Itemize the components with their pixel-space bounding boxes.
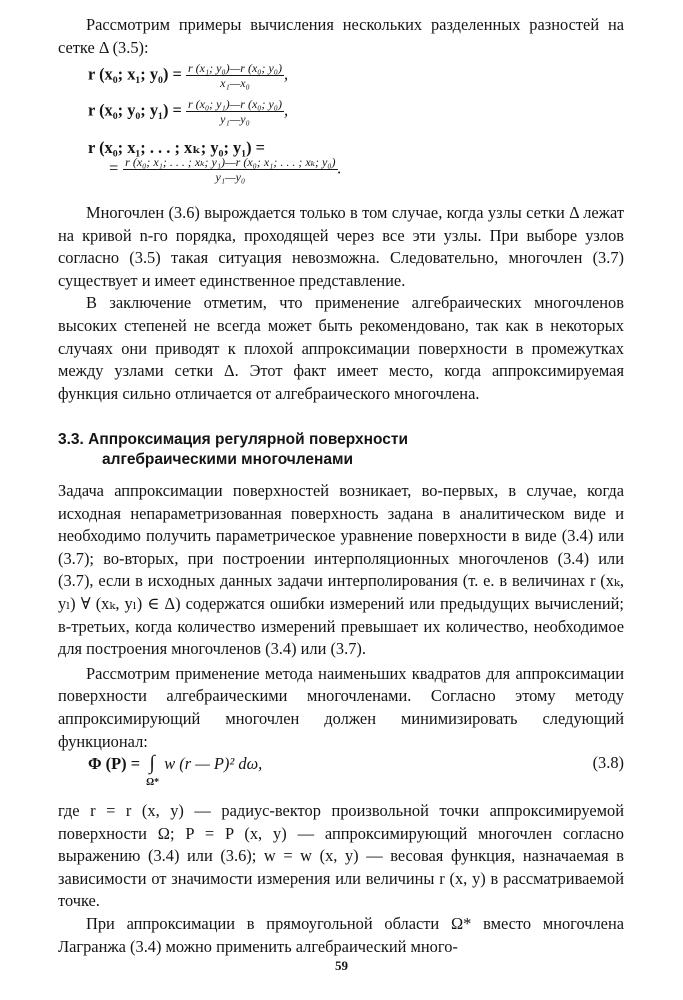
equation-integrand: w (r — P)² dω, — [164, 754, 263, 773]
paragraph-definitions: где r = r (x, y) — радиус-вектор произвольной точки аппроксимируемой поверхности Ω; P = P (x, y) — аппроксимирующий многочлен согласно выражению (3.4) или (3.6); w = w (x, y) — весовая функция, назначаемая в зависимости от значимости измерения или величины r (x, y) в рассматриваемой точке. — [58, 801, 624, 911]
equation-number: (3.8) — [592, 753, 624, 772]
formula-2-numerator: r (x₀; y₁)—r (x₀; y₀) — [187, 97, 282, 111]
paragraph-rectangular-area: При аппроксимации в прямоугольной области Ω* вместо многочлена Лагранжа (3.4) можно применить алгебраический много- — [58, 913, 624, 956]
formula-2: r (x₀; y₀; y₁) = $\frac{\text{r (x₀; y₁)—r (x₀; y₀)}}{\text{y₁—y₀}}$ , — [88, 97, 289, 126]
formula-3: = $\frac{\text{r (x₀; x₁; . . . ; xₖ; y₁)—r (x₀; x₁; . . . ; xₖ; y₀)}}{\text{y₁—y₀}}$ . — [108, 155, 342, 184]
integral-sign — [144, 752, 160, 788]
formula-3-numerator: r (x₀; x₁; . . . ; xₖ; y₁)—r (x₀; x₁; . . . ; xₖ; y₀) — [125, 155, 336, 169]
formula-3-denominator: y₁—y₀ — [215, 170, 246, 184]
formula-1-lhs: r (x₀; x₁; y₀) = — [88, 64, 182, 84]
text-block-1 — [58, 202, 624, 405]
equation-lhs: Φ (P) = — [88, 754, 141, 773]
paragraph-conclusion: В заключение отметим, что применение алгебраических многочленов высоких степеней не всегда может быть рекомендовано, так как в некоторых случаях они приводят к плохой аппроксимации поверхности в промежутках между узлами сетки Δ. Этот факт имеет место, когда аппроксимируемая функция сильно отличается от алгебраического многочлена. — [58, 293, 624, 403]
formula-2-denominator: y₁—y₀ — [220, 112, 250, 126]
formula-2-fraction — [186, 97, 284, 126]
page-number: 59 — [335, 958, 348, 973]
paragraph-task: Задача аппроксимации поверхностей возникает, во-первых, в случае, когда исходная непараметризованная поверхность задана в аналитическом виде и необходимо получить параметрическое уравнение поверхности в виде (3.4) или (3.7); во-вторых, при построении интерполяционных многочленов (3.4) или (3.7), если в исходных данных задачи интерполирования (т. е. в величинах r (xₖ, yₗ) ∀ (xₖ, yₗ) ∈ Δ) содержатся ошибки измерений или предыдущих вычислений; в-третьих, когда количество измерений превышает их количество, необходимое для построения многочленов (3.4) или (3.7). — [58, 481, 624, 659]
formula-1-numerator: r (x₁; y₀)—r (x₀; y₀) — [187, 61, 282, 75]
section-heading — [58, 430, 408, 470]
text-block-3 — [58, 800, 624, 958]
formula-2-lhs: r (x₀; y₀; y₁) = — [88, 100, 182, 120]
section-heading-line-1: 3.3. Аппроксимация регулярной поверхности — [58, 431, 409, 448]
paragraph-least-squares: Рассмотрим применение метода наименьших квадратов для аппроксимации поверхности алгебраическими многочленами. Согласно этому методу аппроксимирующий многочлен должен минимизировать следующий функционал: — [58, 663, 624, 751]
section-heading-line-2: алгебраическими многочленами — [102, 451, 354, 468]
formula-1-denominator: x₁—x₀ — [220, 76, 250, 90]
formula-1: r (x₀; x₁; y₀) = $\frac{\text{r (x₁; y₀)—r (x₀; y₀)}}{\text{x₁—x₀}}$ , — [88, 61, 289, 90]
formula-1-fraction — [186, 61, 284, 90]
text-block-2 — [58, 480, 624, 753]
integral-symbol: ∫ — [149, 752, 155, 774]
integral-domain: Ω* — [146, 777, 160, 788]
formula-3-fraction — [123, 155, 337, 184]
formula-3-lhs: r (x₀; x₁; . . . ; xₖ; y₀; y₁) = — [88, 138, 266, 157]
paragraph-degeneracy: Многочлен (3.6) вырождается только в том случае, когда узлы сетки Δ лежат на кривой n-го порядка, проходящей через все эти узлы. При выборе узлов согласно (3.5) такая ситуация невозможна. Следовательно, многочлен (3.7) существует и имеет единственное представление. — [58, 203, 624, 290]
intro-paragraph: Рассмотрим примеры вычисления нескольких разделенных разностей на сетке Δ (3.5): — [58, 15, 624, 57]
equation-3-8 — [88, 752, 624, 788]
